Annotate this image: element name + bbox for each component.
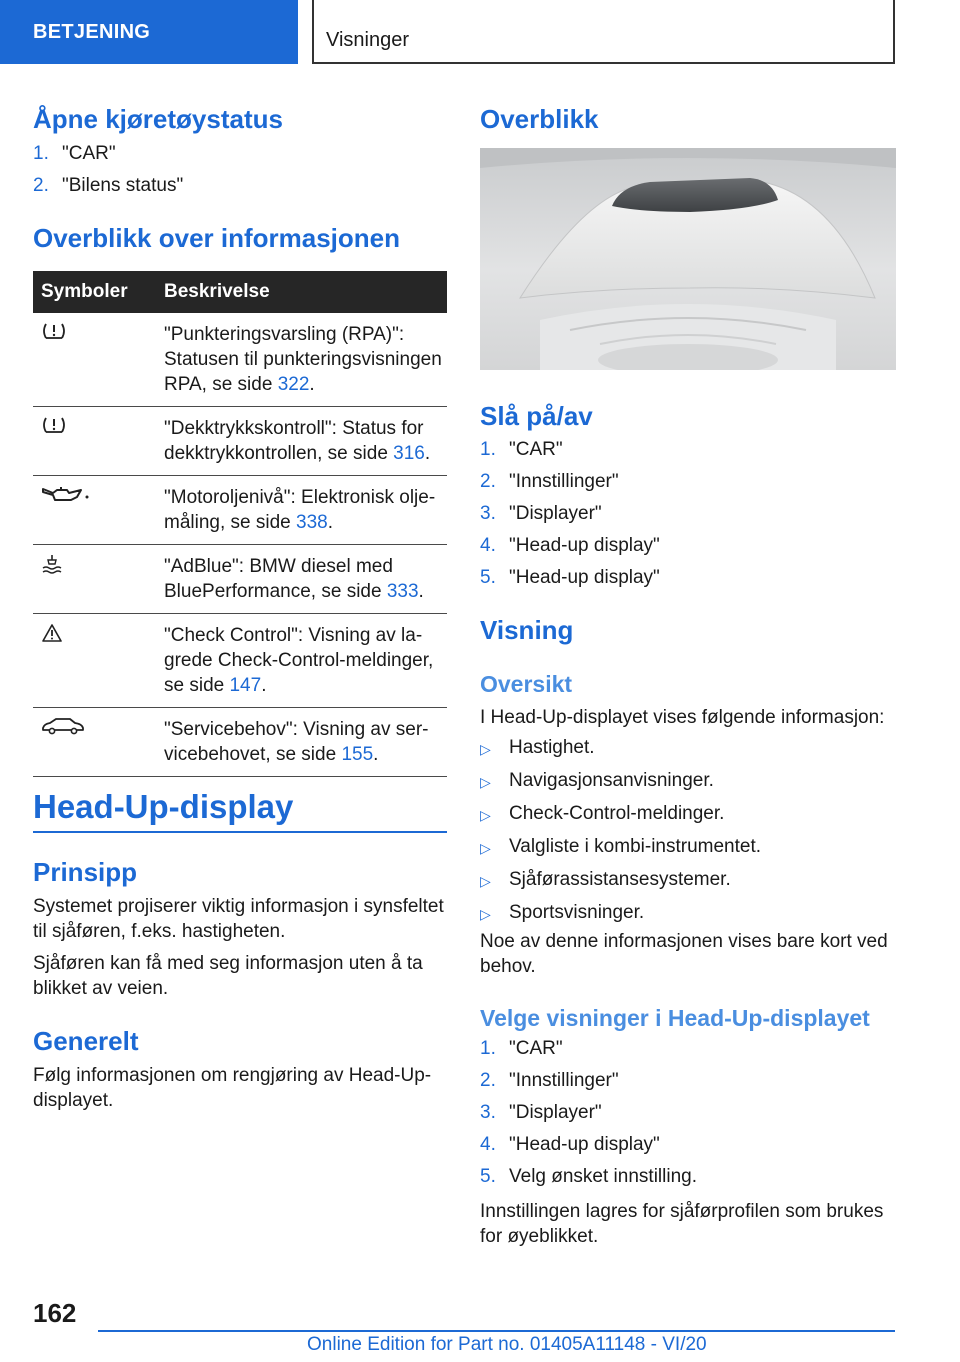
table-row bbox=[33, 313, 447, 407]
step-text: "CAR" bbox=[62, 143, 116, 164]
page-reference-link[interactable]: 316 bbox=[393, 443, 425, 464]
principle-paragraph-2: Sjåføren kan få med seg informasjon uten å ta blikket av veien. bbox=[33, 953, 423, 999]
triangle-bullet-icon: ▷ bbox=[480, 741, 491, 757]
list-item bbox=[480, 831, 896, 864]
description-text: "Punkteringsvarsling (RPA)": Statusen til punkteringsvisningen RPA, se side bbox=[164, 324, 442, 395]
summary-intro: I Head-Up-displayet vises følgende informasjon: bbox=[480, 707, 885, 728]
step-item bbox=[480, 530, 896, 562]
sentence-end: . bbox=[309, 374, 315, 395]
symbol-cell bbox=[33, 708, 156, 777]
step-item bbox=[480, 562, 896, 594]
step-text: "Displayer" bbox=[509, 1102, 602, 1123]
oil-can-icon bbox=[41, 487, 91, 508]
toggle-steps bbox=[480, 434, 896, 594]
step-text: "CAR" bbox=[509, 439, 563, 460]
status-heading: Åpne kjøretøystatus bbox=[33, 104, 283, 134]
display-heading: Visning bbox=[480, 615, 574, 645]
step-number: 1. bbox=[480, 439, 496, 460]
summary-note: Noe av denne informasjonen vises bare kort ved behov. bbox=[480, 931, 888, 977]
symbol-cell bbox=[33, 476, 156, 545]
summary-heading: Oversikt bbox=[480, 671, 573, 697]
tire-pressure-warning-icon bbox=[41, 324, 67, 345]
table-row bbox=[33, 545, 447, 614]
list-item bbox=[480, 798, 896, 831]
triangle-bullet-icon: ▷ bbox=[480, 906, 491, 922]
step-number: 3. bbox=[480, 503, 496, 524]
triangle-bullet-icon: ▷ bbox=[480, 840, 491, 856]
step-text: "Displayer" bbox=[509, 503, 602, 524]
list-item-text: Sjåførassistansesystemer. bbox=[509, 869, 731, 890]
symbol-cell bbox=[33, 614, 156, 708]
page-reference-link[interactable]: 333 bbox=[386, 581, 419, 602]
symbol-cell bbox=[33, 407, 156, 476]
step-number: 5. bbox=[480, 1166, 496, 1187]
symbol-cell bbox=[33, 545, 156, 614]
table-header-symbols: Symboler bbox=[33, 271, 156, 313]
overview-heading: Overblikk bbox=[480, 104, 599, 134]
select-heading: Velge visninger i Head-Up-displayet bbox=[480, 1005, 870, 1031]
hud-heading: Head-Up-display bbox=[33, 788, 294, 825]
sentence-end: . bbox=[261, 675, 267, 696]
list-item bbox=[480, 864, 896, 897]
step-item bbox=[33, 138, 447, 170]
list-item-text: Sportsvisninger. bbox=[509, 902, 645, 923]
step-item bbox=[480, 434, 896, 466]
list-item bbox=[480, 897, 896, 930]
description-text: "AdBlue": BMW diesel med BluePerformance, se side bbox=[164, 556, 393, 602]
step-number: 2. bbox=[480, 1070, 496, 1091]
table-row bbox=[33, 708, 447, 777]
page-reference-link[interactable]: 155 bbox=[341, 744, 374, 765]
list-item-text: Navigasjonsanvisninger. bbox=[509, 770, 714, 791]
page-reference-link[interactable]: 338 bbox=[296, 512, 328, 533]
step-text: Velg ønsket innstilling. bbox=[509, 1166, 697, 1187]
step-number: 2. bbox=[33, 175, 49, 196]
page-number: 162 bbox=[33, 1298, 77, 1328]
description-text: "Dekktrykkskontroll": Status for dekktrykkontrollen, se side bbox=[164, 418, 424, 464]
adblue-icon bbox=[41, 558, 63, 579]
step-text: "Bilens status" bbox=[62, 175, 184, 196]
select-steps bbox=[480, 1033, 896, 1193]
description-text: "Check Control": Visning av lagrede Check-Control-meldinger, se side bbox=[164, 625, 434, 696]
step-number: 4. bbox=[480, 1134, 496, 1155]
sentence-end: . bbox=[424, 443, 431, 464]
triangle-bullet-icon: ▷ bbox=[480, 774, 491, 790]
description-text: "Motoroljenivå": Elektronisk oljemåling, se side bbox=[164, 487, 436, 533]
toggle-heading: Slå på/av bbox=[480, 401, 593, 431]
description-cell bbox=[156, 407, 447, 476]
section-title: Visninger bbox=[312, 0, 895, 64]
sentence-end: . bbox=[373, 744, 379, 765]
description-cell bbox=[156, 614, 447, 708]
step-number: 1. bbox=[33, 143, 49, 164]
table-row bbox=[33, 614, 447, 708]
general-heading: Generelt bbox=[33, 1026, 139, 1056]
sentence-end: . bbox=[418, 581, 424, 602]
step-item bbox=[480, 1033, 896, 1065]
page-reference-link[interactable]: 322 bbox=[277, 374, 310, 395]
step-item bbox=[480, 1161, 896, 1193]
step-number: 2. bbox=[480, 471, 496, 492]
description-text: "Servicebehov": Visning av servicebehovet, se side bbox=[164, 719, 429, 765]
list-item bbox=[480, 732, 896, 765]
step-item bbox=[33, 170, 447, 202]
principle-paragraph-1: Systemet projiserer viktig informasjon i synsfeltet til sjåføren, f.eks. hastigheten. bbox=[33, 896, 444, 942]
description-cell bbox=[156, 313, 447, 407]
step-text: "Innstillinger" bbox=[509, 1070, 619, 1091]
table-header-description: Beskrivelse bbox=[156, 271, 447, 313]
table-row bbox=[33, 476, 447, 545]
triangle-bullet-icon: ▷ bbox=[480, 873, 491, 889]
page-reference-link[interactable]: 147 bbox=[229, 675, 262, 696]
principle-heading: Prinsipp bbox=[33, 857, 138, 887]
footer-rule bbox=[98, 1330, 895, 1332]
description-cell bbox=[156, 476, 447, 545]
step-number: 4. bbox=[480, 535, 496, 556]
step-number: 5. bbox=[480, 567, 496, 588]
edition-text: Online Edition for Part no. 01405A11148 - VI/20 bbox=[307, 1334, 707, 1355]
hud-heading-block bbox=[33, 787, 447, 833]
description-cell bbox=[156, 708, 447, 777]
step-text: "CAR" bbox=[509, 1038, 563, 1059]
list-item-text: Valgliste i kombi-instrumentet. bbox=[509, 836, 762, 857]
tire-pressure-warning-icon bbox=[41, 418, 67, 439]
general-paragraph: Følg informasjonen om rengjøring av Head-Up-displayet. bbox=[33, 1065, 432, 1111]
step-number: 1. bbox=[480, 1038, 496, 1059]
step-number: 3. bbox=[480, 1102, 496, 1123]
step-item bbox=[480, 1097, 896, 1129]
summary-list bbox=[480, 732, 896, 930]
step-text: "Head-up display" bbox=[509, 535, 660, 556]
description-cell bbox=[156, 545, 447, 614]
triangle-bullet-icon: ▷ bbox=[480, 807, 491, 823]
info-table bbox=[33, 271, 447, 777]
overview-info-heading: Overblikk over informasjonen bbox=[33, 223, 401, 253]
step-item bbox=[480, 466, 896, 498]
warning-triangle-icon bbox=[41, 627, 63, 648]
step-item bbox=[480, 498, 896, 530]
table-row bbox=[33, 407, 447, 476]
list-item-text: Check-Control-meldinger. bbox=[509, 803, 725, 824]
step-item bbox=[480, 1129, 896, 1161]
step-text: "Innstillinger" bbox=[509, 471, 619, 492]
sentence-end: . bbox=[327, 512, 333, 533]
status-steps bbox=[33, 138, 447, 202]
select-note: Innstillingen lagres for sjåførprofilen som brukes for øyeblikket. bbox=[480, 1201, 884, 1247]
step-text: "Head-up display" bbox=[509, 567, 660, 588]
list-item-text: Hastighet. bbox=[509, 737, 595, 758]
step-text: "Head-up display" bbox=[509, 1134, 660, 1155]
list-item bbox=[480, 765, 896, 798]
hud-unit-photo bbox=[480, 148, 896, 370]
section-tab: BETJENING bbox=[0, 0, 298, 64]
step-item bbox=[480, 1065, 896, 1097]
symbol-cell bbox=[33, 313, 156, 407]
car-service-icon bbox=[41, 719, 85, 740]
